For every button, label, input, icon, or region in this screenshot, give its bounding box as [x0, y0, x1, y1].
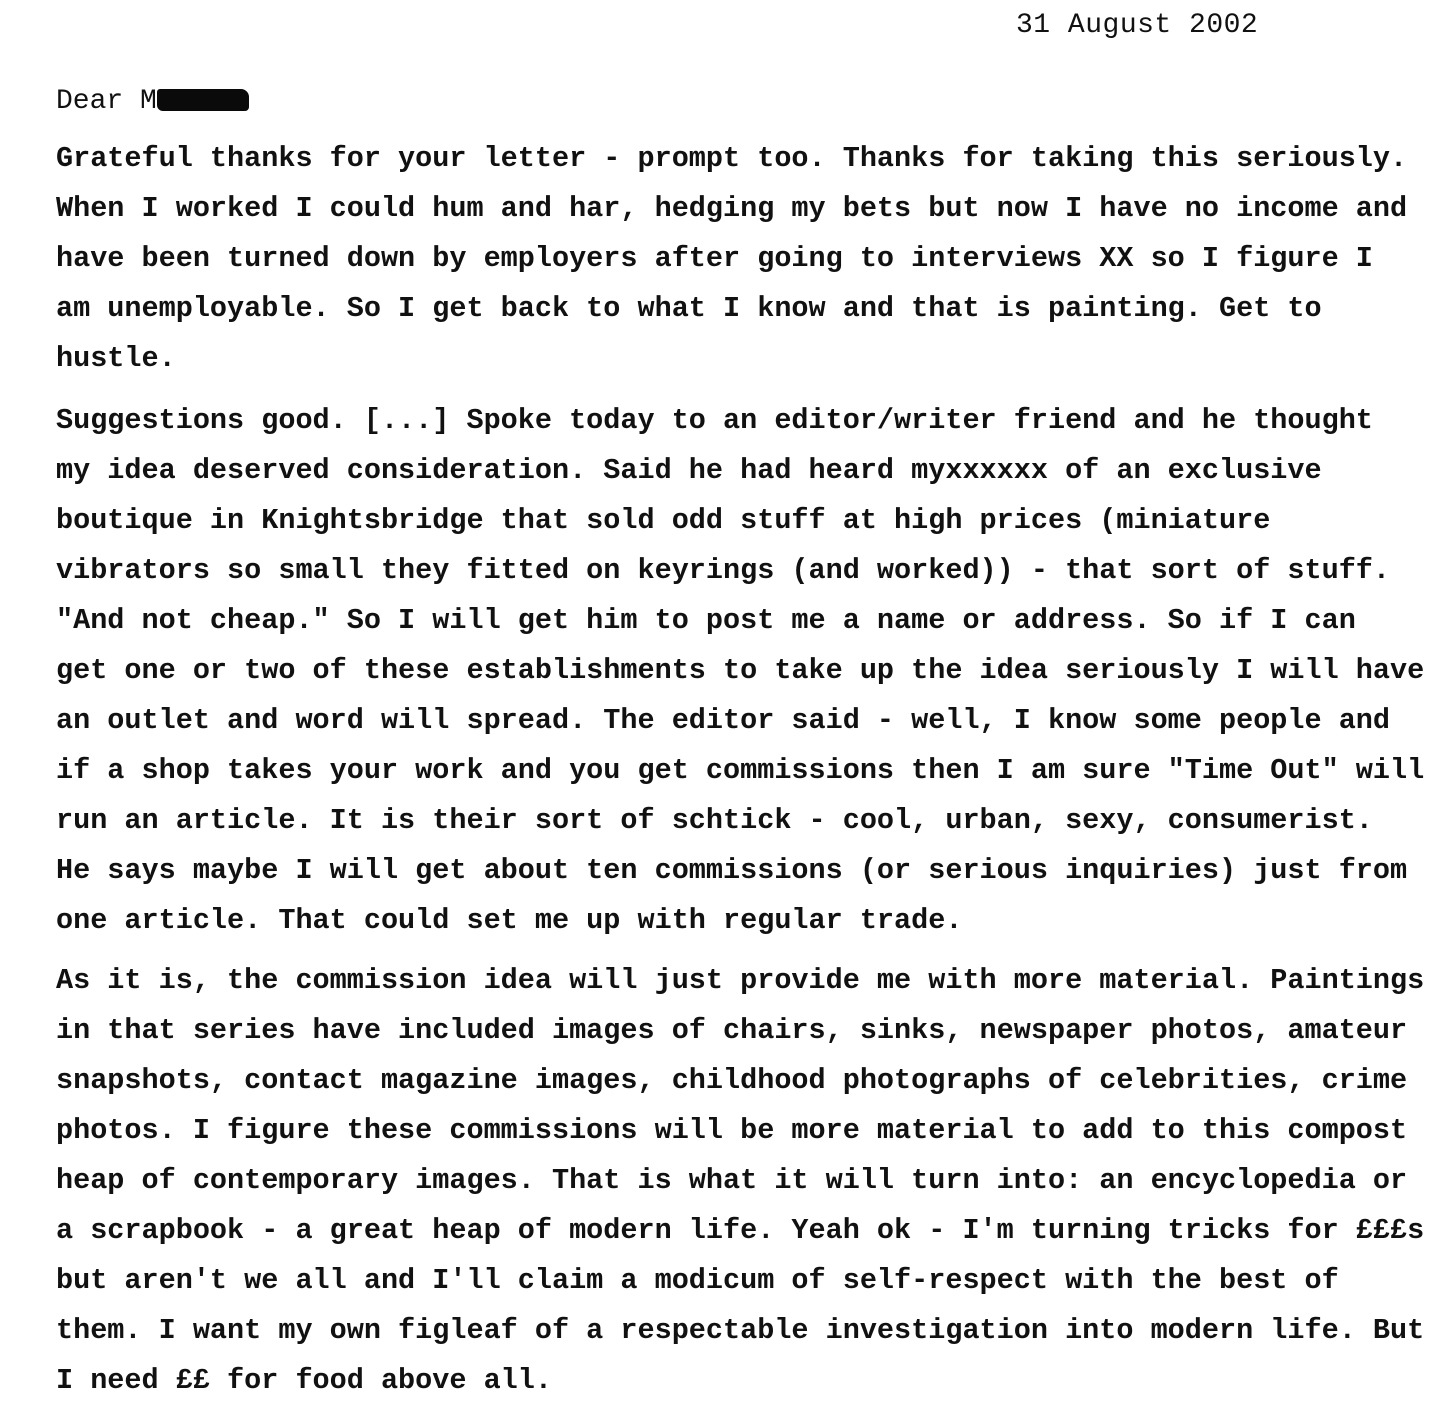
- paragraph-line: vibrators so small they fitted on keyrings (and worked)) - that sort of stuff.: [56, 554, 1391, 587]
- salutation: [56, 84, 249, 120]
- paragraph-line: He says maybe I will get about ten commissions (or serious inquiries) just from: [56, 854, 1408, 887]
- paragraph-line: boutique in Knightsbridge that sold odd stuff at high prices (miniature: [56, 504, 1271, 537]
- redaction-mark: [157, 89, 249, 111]
- paragraph-line: Suggestions good. [...] Spoke today to an editor/writer friend and he thought: [56, 404, 1373, 437]
- paragraph-line: am unemployable. So I get back to what I know and that is painting. Get to: [56, 292, 1322, 325]
- paragraph-line: one article. That could set me up with regular trade.: [56, 904, 963, 937]
- letter-date: 31 August 2002: [1016, 10, 1259, 41]
- paragraph-line: have been turned down by employers after going to interviews XX so I figure I: [56, 242, 1373, 275]
- paragraph-line: heap of contemporary images. That is what it will turn into: an encyclopedia or: [56, 1164, 1408, 1197]
- paragraph-line: get one or two of these establishments to take up the idea seriously I will have: [56, 654, 1425, 687]
- paragraph-line: Grateful thanks for your letter - prompt too. Thanks for taking this seriously.: [56, 142, 1408, 175]
- paragraph-line: an outlet and word will spread. The editor said - well, I know some people and: [56, 704, 1391, 737]
- paragraph-line: snapshots, contact magazine images, childhood photographs of celebrities, crime: [56, 1064, 1408, 1097]
- paragraph-line: "And not cheap." So I will get him to post me a name or address. So if I can: [56, 604, 1356, 637]
- paragraph-line: When I worked I could hum and har, hedging my bets but now I have no income and: [56, 192, 1408, 225]
- paragraph-line: my idea deserved consideration. Said he had heard myxxxxxx of an exclusive: [56, 454, 1322, 487]
- paragraph-line: I need ££ for food above all.: [56, 1364, 552, 1397]
- paragraph-line: if a shop takes your work and you get commissions then I am sure "Time Out" will: [56, 754, 1425, 787]
- paragraph-3: [56, 956, 1425, 1406]
- paragraph-line: run an article. It is their sort of schtick - cool, urban, sexy, consumerist.: [56, 804, 1373, 837]
- paragraph-line: a scrapbook - a great heap of modern life. Yeah ok - I'm turning tricks for £££s: [56, 1214, 1425, 1247]
- paragraph-line: in that series have included images of chairs, sinks, newspaper photos, amateur: [56, 1014, 1408, 1047]
- paragraph-1: [56, 134, 1416, 384]
- paragraph-line: hustle.: [56, 342, 176, 375]
- paragraph-line: As it is, the commission idea will just provide me with more material. Paintings: [56, 964, 1425, 997]
- paragraph-line: them. I want my own figleaf of a respectable investigation into modern life. But: [56, 1314, 1425, 1347]
- salutation-text: Dear M: [56, 86, 157, 117]
- paragraph-2: [56, 396, 1425, 946]
- paragraph-line: but aren't we all and I'll claim a modicum of self-respect with the best of: [56, 1264, 1339, 1297]
- paragraph-line: photos. I figure these commissions will be more material to add to this compost: [56, 1114, 1408, 1147]
